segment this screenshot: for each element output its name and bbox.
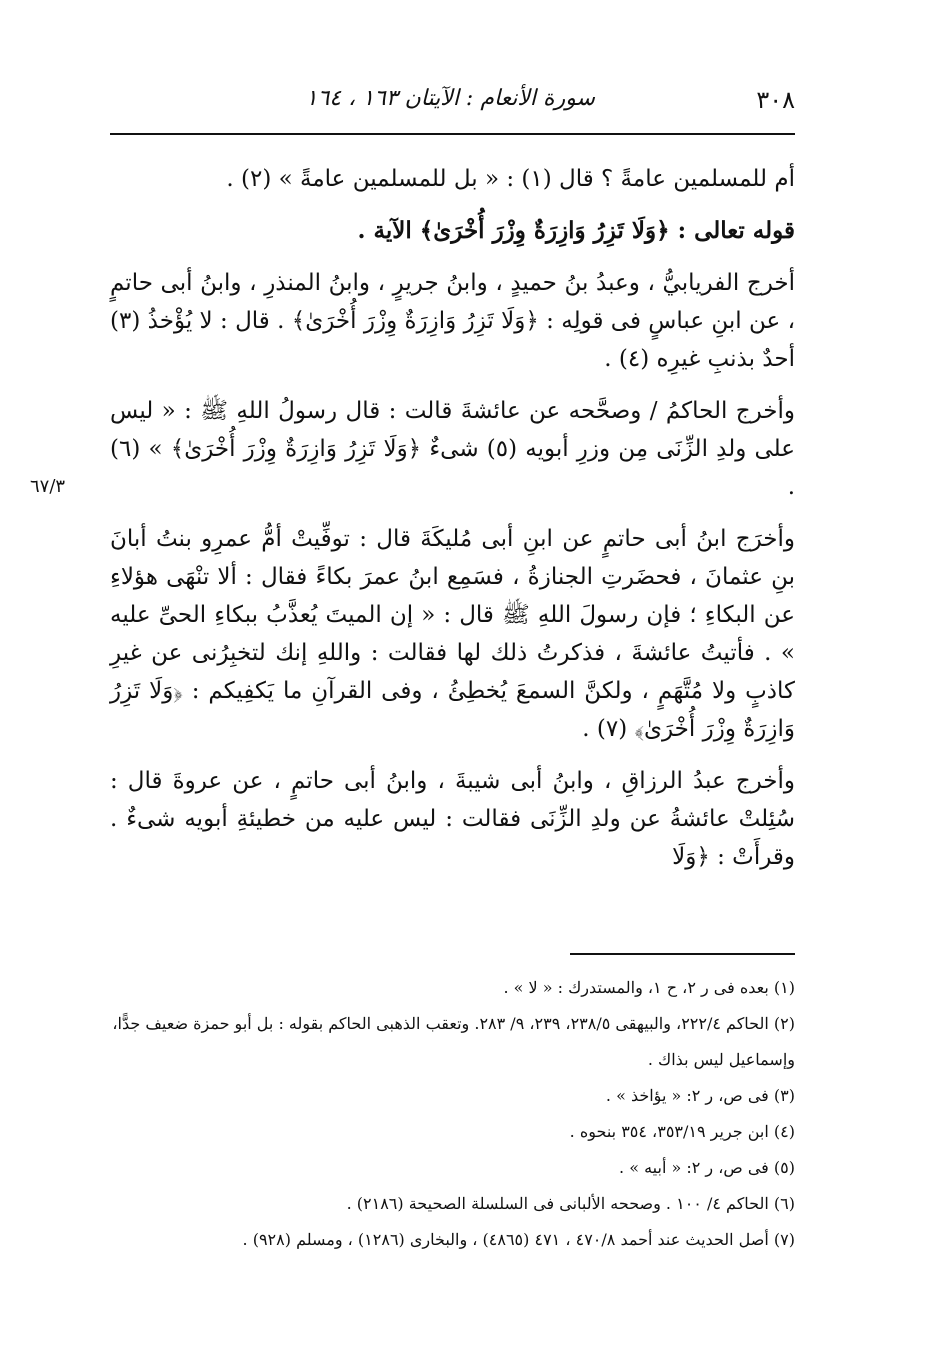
footnote: (٤) ابن جرير ٣٥٣/١٩، ٣٥٤ بنحوه . — [569, 1122, 795, 1141]
paragraph: أم للمسلمين عامةً ؟ قال (١) : « بل للمسلمين عامةً » (٢) . — [226, 166, 795, 192]
paragraph: وأخرج الحاكمُ / وصحَّحه عن عائشةَ قالت : قال رسولُ اللهِ ﷺ : « ليس على ولدِ الزِّنَى مِن وزرِ أبويه (٥) شىءٌ ﴿وَلَا تَزِرُ وَازِرَةٌ وِزْرَ أُخْرَىٰ﴾ » (٦) . — [110, 398, 795, 500]
footnote: (٢) الحاكم ٢٢٢/٤، والبيهقى ٢٣٨/٥، ٢٣٩، ٩/ ٢٨٣. وتعقب الذهبى الحاكم بقوله : بل أبو حمزة ضعيف جدًّا، وإسماعيل ليس بذاك . — [112, 1014, 795, 1069]
verse-heading: قوله تعالى : ﴿وَلَا تَزِرُ وَازِرَةٌ وِزْرَ أُخْرَىٰ﴾ الآية . — [357, 217, 795, 244]
header-rule — [110, 133, 795, 135]
main-text — [110, 160, 795, 890]
page-header — [110, 82, 795, 126]
paragraph: وأخرَج ابنُ أبى حاتمٍ عن ابنِ أبى مُليكَةَ قال : توفِّيتْ أمُّ عمرِو بنتُ أبانَ بنِ عثمانَ ، فحضَرتِ الجنازةُ ، فسَمِع ابنُ عمرَ بكاءً فقال : ألا تنْهَى هؤلاءِ عن البكاءِ ؛ فإن رسولَ اللهِ ﷺ قال : « إن الميتَ يُعذَّبُ ببكاءِ الحىِّ عليه » . فأتيتُ عائشةَ ، فذكرتُ ذلك لها فقالت : واللهِ إنك لتخبِرُنى عن غيرِ كاذبٍ ولا مُتَّهَمٍ ، ولكنَّ السمعَ يُخطِئُ ، وفى القرآنِ ما يَكفِيكم : ﴿وَلَا تَزِرُ وَازِرَةٌ وِزْرَ أُخْرَىٰ﴾ (٧) . — [110, 526, 795, 742]
footnote: (١) بعده فى ر ٢، ح ١، والمستدرك : « لا » . — [503, 978, 795, 997]
paragraph: وأخرج عبدُ الرزاقِ ، وابنُ أبى شيبةَ ، وابنُ أبى حاتمٍ ، عن عروةَ قال : سُئِلتْ عائشةُ عن ولدِ الزِّنَى فقالت : ليس عليه من خطيئةِ أبويه شىءٌ . وقرأَتْ : ﴿وَلَا — [110, 768, 795, 870]
running-head: سورة الأنعام : الآيتان ١٦٣ ، ١٦٤ — [305, 86, 595, 111]
margin-volume-page-note: ٦٧/٣ — [30, 476, 66, 497]
footnote: (٥) فى ص، ر ٢: « أبيه » . — [619, 1158, 795, 1177]
footnote: (٧) أصل الحديث عند أحمد ٤٧٠/٨ ، ٤٧١ (٤٨٦٥) ، والبخارى (١٢٨٦) ، ومسلم (٩٢٨) . — [242, 1230, 795, 1249]
page-number: ٣٠٨ — [756, 86, 795, 114]
footnote: (٦) الحاكم ٤/ ١٠٠ . وصححه الألبانى فى السلسلة الصحيحة (٢١٨٦) . — [346, 1194, 795, 1213]
footnotes — [110, 970, 795, 1258]
footnote-separator — [570, 953, 795, 955]
footnote: (٣) فى ص، ر ٢: « يؤاخذ » . — [605, 1086, 795, 1105]
paragraph: أخرج الفريابيُّ ، وعبدُ بنُ حميدٍ ، وابنُ جريرٍ ، وابنُ المنذرِ ، وابنُ أبى حاتمٍ ، عن ابنِ عباسٍ فى قولِه : ﴿وَلَا تَزِرُ وَازِرَةٌ وِزْرَ أُخْرَىٰ﴾ . قال : لا يُؤْخذُ (٣) أحدٌ بذنبِ غيرِه (٤) . — [110, 270, 795, 372]
